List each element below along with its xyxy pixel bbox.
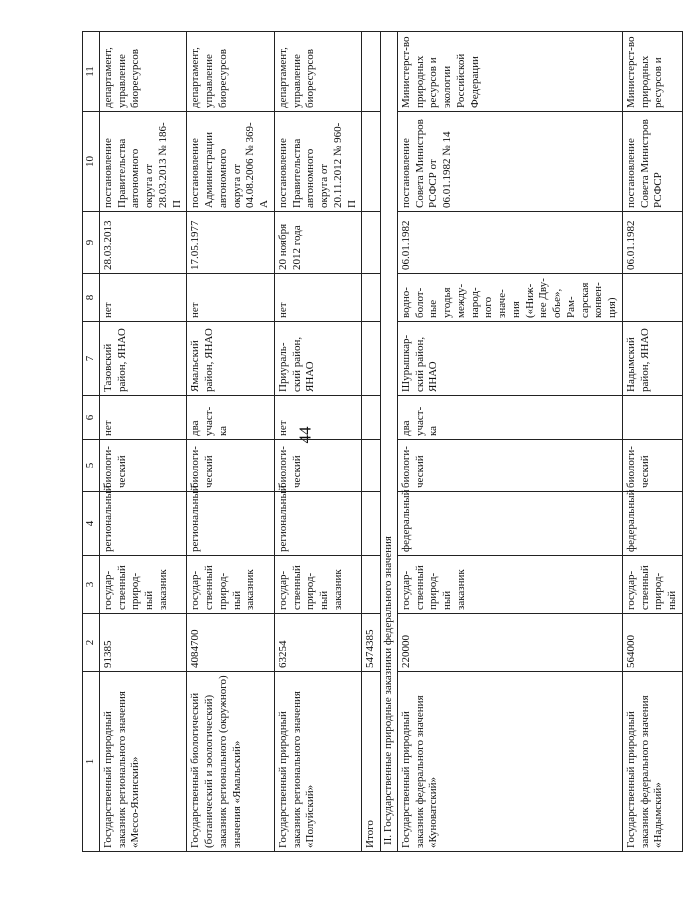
total-row — [362, 32, 381, 852]
founded-date: 06.01.1982 — [397, 212, 622, 274]
table-row — [397, 32, 622, 852]
location: Ямальский район, ЯНАО — [187, 322, 275, 396]
intl-status: нет — [99, 274, 187, 322]
managing-body: департамент, управление биоресурсов — [187, 32, 275, 112]
location: Тазовский район, ЯНАО — [99, 322, 187, 396]
col-header: 4 — [83, 492, 100, 556]
legal-act: постановление Правительства автономного округа от 20.11.2012 № 960-П — [274, 112, 362, 212]
reserve-name: Государственный природный заказник федерального значения «Куноватский» — [397, 672, 622, 852]
category: государ-ственный природ-ный заказник — [274, 556, 362, 614]
managing-body: департамент, управление биоресурсов — [274, 32, 362, 112]
category: государ-ственный природ-ный — [622, 556, 682, 614]
managing-body: Министерст-во природных ресурсов и экологии Российской Федерации — [397, 32, 622, 112]
legal-act: постановление Совета Министров РСФСР — [622, 112, 682, 212]
col-header: 6 — [83, 396, 100, 440]
reserve-name: Государственный природный заказник регионального значения «Мессо-Яхинский» — [99, 672, 187, 852]
col-header: 7 — [83, 322, 100, 396]
profile: биологи-ческий — [274, 440, 362, 492]
section-row — [381, 32, 398, 852]
category: государ-ственный природ-ный заказник — [99, 556, 187, 614]
founded-date: 28.03.2013 — [99, 212, 187, 274]
location: Шурышкар-ский район, ЯНАО — [397, 322, 622, 396]
col-header: 3 — [83, 556, 100, 614]
profile: биологи-ческий — [187, 440, 275, 492]
legal-act: постановление Администрации автономного округа от 04.08.2006 № 369-А — [187, 112, 275, 212]
cluster: нет — [99, 396, 187, 440]
cluster: два участ-ка — [187, 396, 275, 440]
intl-status: нет — [187, 274, 275, 322]
header-row — [83, 32, 100, 852]
table-row — [99, 32, 187, 852]
legal-act: постановление Совета Министров РСФСР от 06.01.1982 № 14 — [397, 112, 622, 212]
legal-act: постановление Правительства автономного округа от 28.03.2013 № 186-П — [99, 112, 187, 212]
reserve-name: Государственный природный заказник федерального значения «Надымский» — [622, 672, 682, 852]
rotated-table-wrapper — [82, 32, 678, 852]
area: 91385 — [99, 614, 187, 672]
intl-status: водно-болот-ные угодья между-народ-ного значе-ния («Ниж-нее Дву-обье», Рам-сарская конвен-ция) — [397, 274, 622, 322]
area: 564000 — [622, 614, 682, 672]
section-title: II. Государственные природные заказники федерального значения — [381, 32, 398, 852]
area: 4084700 — [187, 614, 275, 672]
total-label: Итого — [362, 672, 381, 852]
table-row — [187, 32, 275, 852]
table-row — [274, 32, 362, 852]
significance: региональный — [99, 492, 187, 556]
col-header: 9 — [83, 212, 100, 274]
founded-date: 20 ноября 2012 года — [274, 212, 362, 274]
cluster: нет — [274, 396, 362, 440]
profile: биологи-ческий — [622, 440, 682, 492]
category: государ-ственный природ-ный заказник — [397, 556, 622, 614]
managing-body: Министерст-во природных ресурсов и — [622, 32, 682, 112]
col-header: 1 — [83, 672, 100, 852]
col-header: 10 — [83, 112, 100, 212]
significance: региональный — [187, 492, 275, 556]
area: 220000 — [397, 614, 622, 672]
category: государ-ственный природ-ный заказник — [187, 556, 275, 614]
significance: региональный — [274, 492, 362, 556]
cluster — [622, 396, 682, 440]
reserve-name: Государственный биологический (ботанический и зоологический) заказник регионального (окружного) значения «Ямальский» — [187, 672, 275, 852]
profile: биологи-ческий — [397, 440, 622, 492]
page-number: 44 — [295, 426, 315, 444]
significance: федеральный — [622, 492, 682, 556]
founded-date: 17.05.1977 — [187, 212, 275, 274]
reserve-name: Государственный природный заказник регионального значения «Полуйский» — [274, 672, 362, 852]
intl-status: нет — [274, 274, 362, 322]
col-header: 11 — [83, 32, 100, 112]
col-header: 8 — [83, 274, 100, 322]
founded-date: 06.01.1982 — [622, 212, 682, 274]
table-row — [622, 32, 682, 852]
area: 63254 — [274, 614, 362, 672]
col-header: 2 — [83, 614, 100, 672]
cluster: два участ-ка — [397, 396, 622, 440]
location: Надымский район, ЯНАО — [622, 322, 682, 396]
reserves-table — [82, 31, 683, 852]
profile: биологи-ческий — [99, 440, 187, 492]
total-value: 5474385 — [362, 614, 381, 672]
location: Приураль-ский район, ЯНАО — [274, 322, 362, 396]
managing-body: департамент, управление биоресурсов — [99, 32, 187, 112]
significance: федеральный — [397, 492, 622, 556]
intl-status — [622, 274, 682, 322]
col-header: 5 — [83, 440, 100, 492]
